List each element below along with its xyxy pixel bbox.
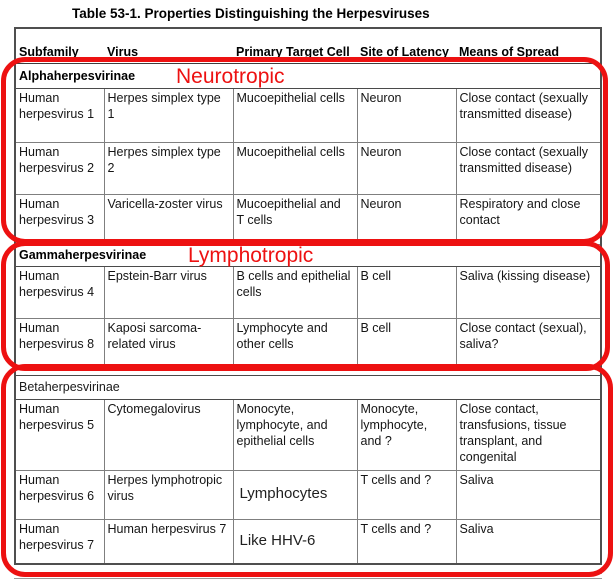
table-row-hhv1	[15, 88, 601, 142]
column-header-virus: Virus	[104, 28, 233, 63]
section-header-betaherpesvirinae	[15, 375, 601, 399]
table-cell: Human herpesvirus 2	[15, 142, 104, 194]
herpesvirus-table	[14, 27, 602, 565]
table-cell: Mucoepithelial cells	[233, 142, 357, 194]
header-row	[15, 28, 601, 63]
table-cell: T cells and ?	[357, 519, 456, 564]
table-cell: Close contact, transfusions, tissue transplant, and congenital	[456, 399, 601, 470]
table-cell: Human herpesvirus 4	[15, 266, 104, 318]
table-cell: B cell	[357, 318, 456, 366]
table-cell: Human herpesvirus 5	[15, 399, 104, 470]
section-label: Alphaherpesvirinae	[15, 63, 601, 88]
table-cell: Herpes lymphotropic virus	[104, 470, 233, 519]
column-header-subfamily: Subfamily	[15, 28, 104, 63]
section-gap	[15, 366, 601, 375]
table-row-hhv8	[15, 318, 601, 366]
table-cell: Human herpesvirus 8	[15, 318, 104, 366]
table-cell: Lymphocyte and other cells	[233, 318, 357, 366]
table-cell: Cytomegalovirus	[104, 399, 233, 470]
table-cell: Kaposi sarcoma-related virus	[104, 318, 233, 366]
column-header-means-of-spread: Means of Spread	[456, 28, 601, 63]
table-row-hhv3	[15, 194, 601, 244]
table-cell: Neuron	[357, 194, 456, 244]
table-cell: Saliva (kissing disease)	[456, 266, 601, 318]
section-label: Gammaherpesvirinae	[15, 244, 601, 266]
table-cell: Saliva	[456, 470, 601, 519]
table-row-hhv6	[15, 470, 601, 519]
table-row-hhv2	[15, 142, 601, 194]
table-cell: Monocyte, lymphocyte, and epithelial cells	[233, 399, 357, 470]
table-cell: Monocyte, lymphocyte, and ?	[357, 399, 456, 470]
table-cell-annotated: Lymphocytes	[233, 470, 357, 519]
table-bottom-border	[14, 573, 602, 579]
table-row-hhv4	[15, 266, 601, 318]
table-cell: Human herpesvirus 3	[15, 194, 104, 244]
table-row-hhv5	[15, 399, 601, 470]
table-cell: Saliva	[456, 519, 601, 564]
table-cell: Close contact (sexually transmitted disease)	[456, 142, 601, 194]
section-label: Betaherpesvirinae	[15, 375, 601, 399]
table-cell: Human herpesvirus 7	[15, 519, 104, 564]
column-header-site-of-latency: Site of Latency	[357, 28, 456, 63]
table-cell: Respiratory and close contact	[456, 194, 601, 244]
table-cell: Neuron	[357, 142, 456, 194]
table-cell-annotated: Like HHV-6	[233, 519, 357, 564]
table-cell: Close contact (sexually transmitted disease)	[456, 88, 601, 142]
table-row-hhv7	[15, 519, 601, 564]
table-cell: Varicella-zoster virus	[104, 194, 233, 244]
table-wrapper	[14, 27, 602, 565]
table-cell: Herpes simplex type 2	[104, 142, 233, 194]
table-cell: Herpes simplex type 1	[104, 88, 233, 142]
table-title: Table 53-1. Properties Distinguishing the Herpesviruses	[72, 6, 430, 21]
section-header-alphaherpesvirinae	[15, 63, 601, 88]
table-cell: Human herpesvirus 6	[15, 470, 104, 519]
table-cell: Human herpesvirus 1	[15, 88, 104, 142]
column-header-primary-target-cell: Primary Target Cell	[233, 28, 357, 63]
table-cell: B cell	[357, 266, 456, 318]
table-cell: Close contact (sexual), saliva?	[456, 318, 601, 366]
lymphotropic-annotation-label: Lymphotropic	[188, 244, 314, 267]
table-cell: Neuron	[357, 88, 456, 142]
neurotropic-annotation-label: Neurotropic	[176, 65, 285, 88]
table-cell: Human herpesvirus 7	[104, 519, 233, 564]
table-cell: Mucoepithelial and T cells	[233, 194, 357, 244]
table-cell: Mucoepithelial cells	[233, 88, 357, 142]
table-cell: B cells and epithelial cells	[233, 266, 357, 318]
table-cell: T cells and ?	[357, 470, 456, 519]
table-cell: Epstein-Barr virus	[104, 266, 233, 318]
